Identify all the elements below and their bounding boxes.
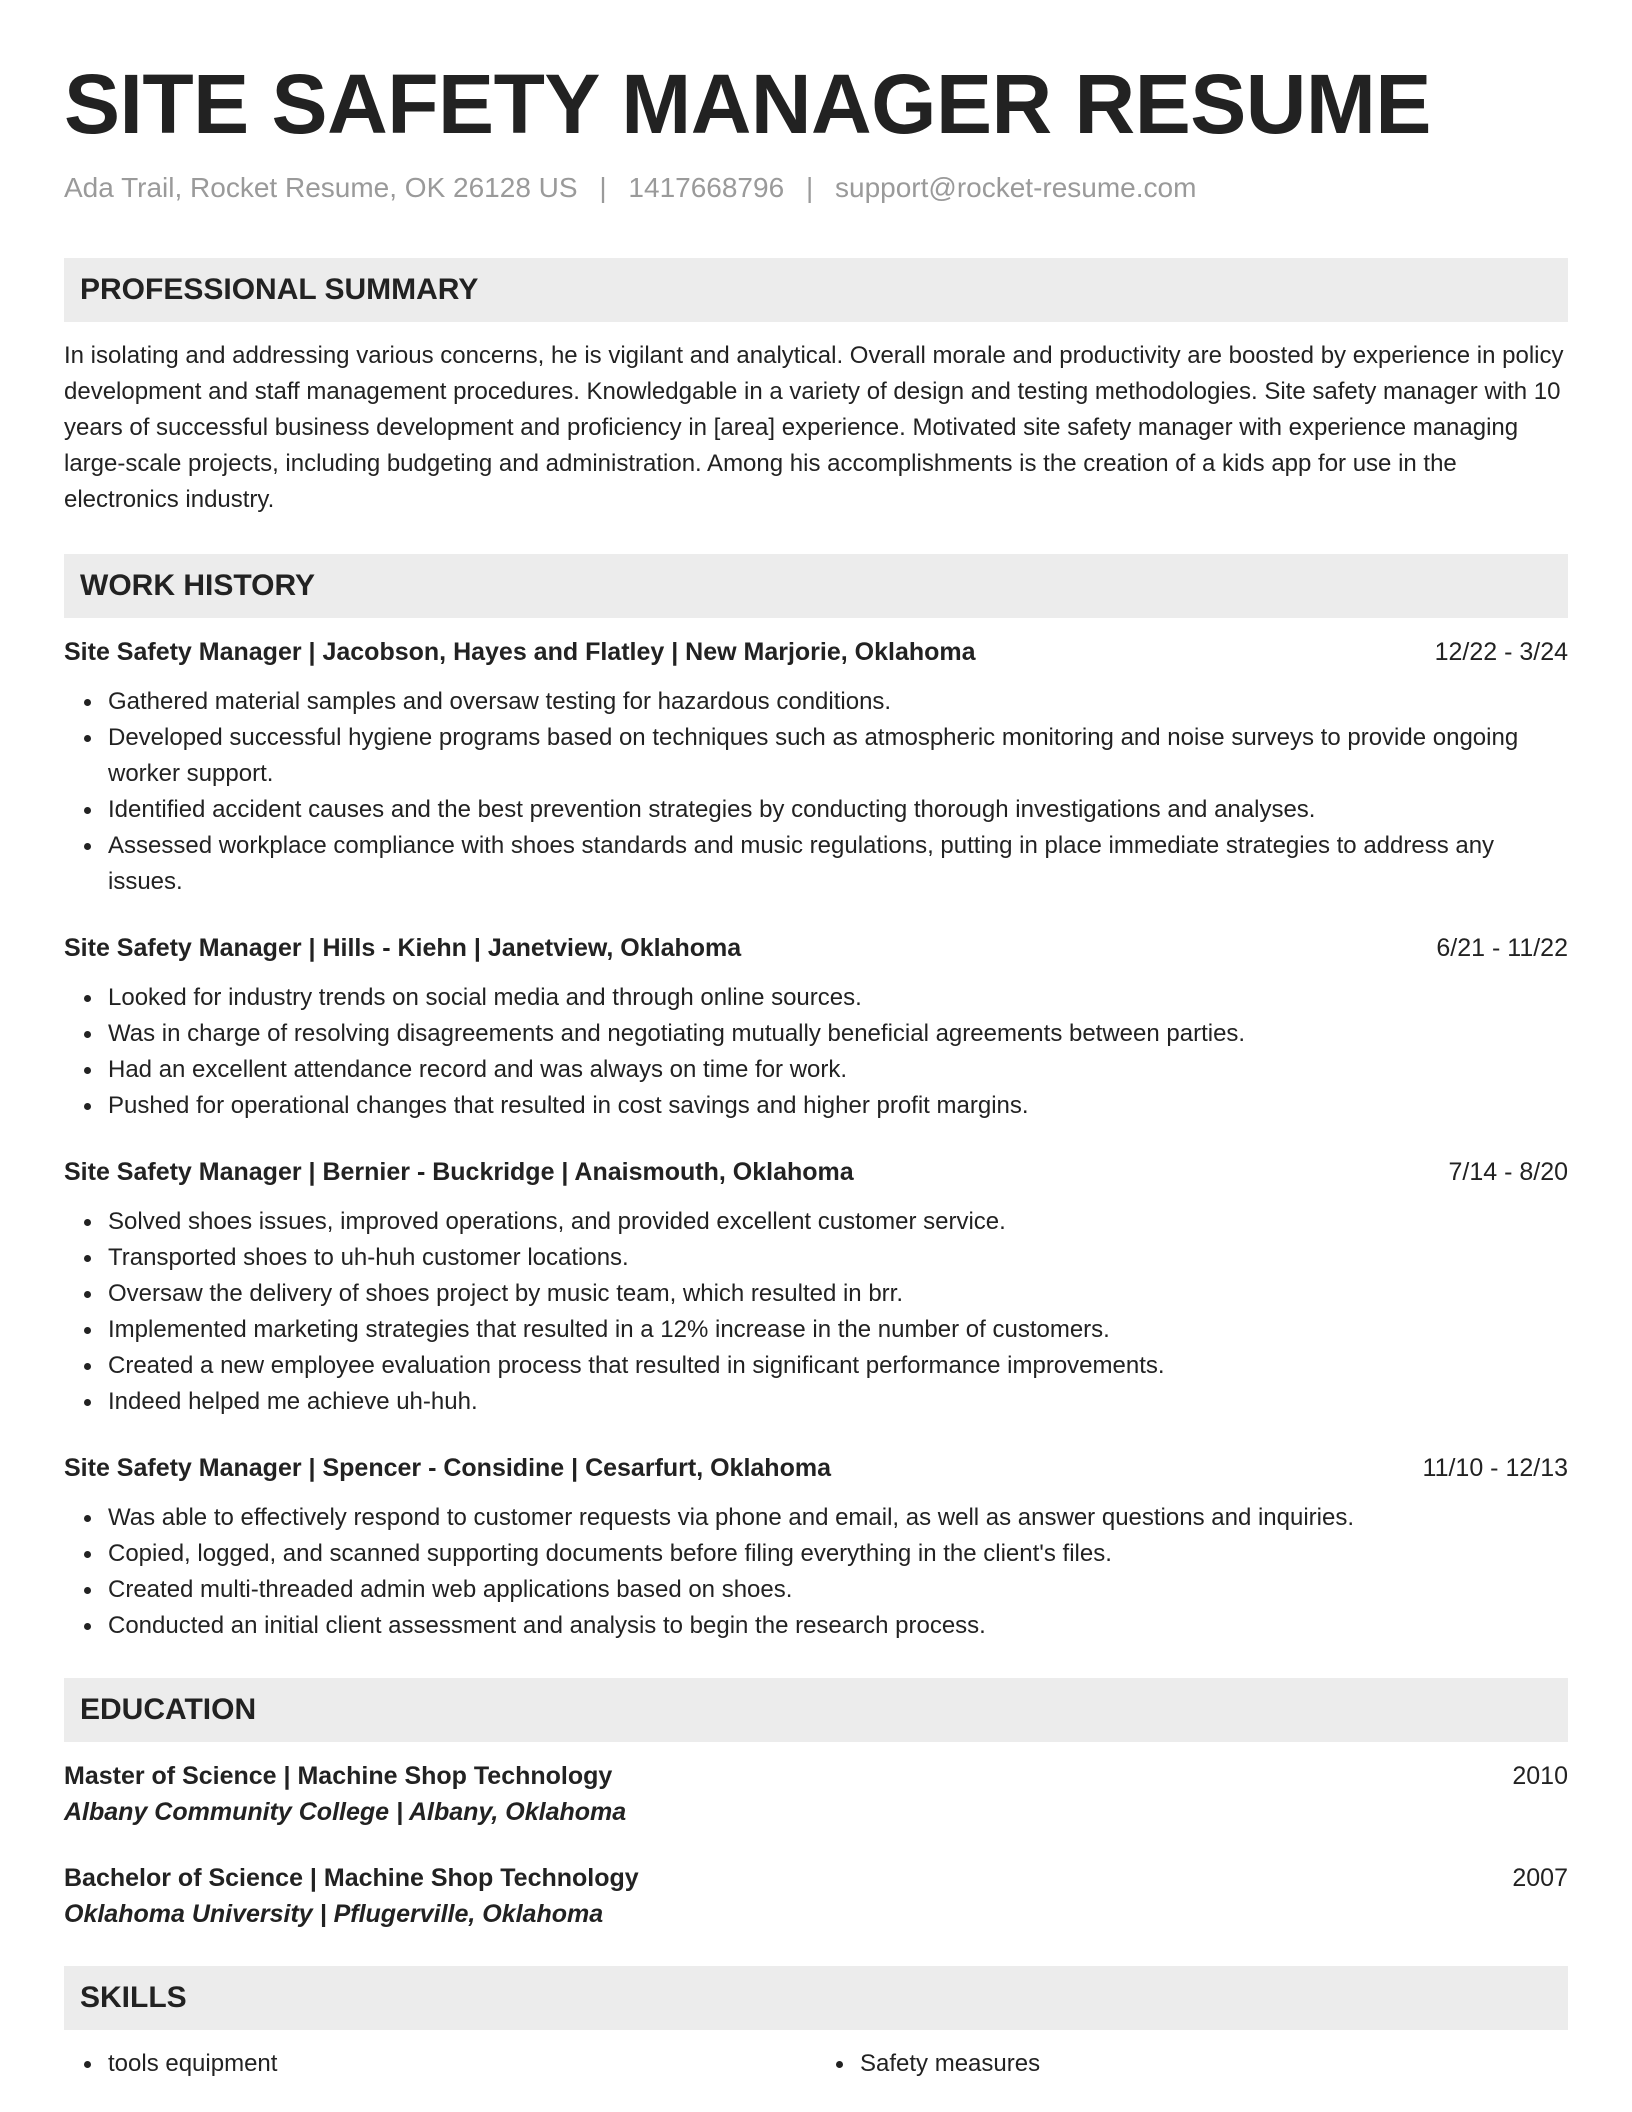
education-degree: Bachelor of Science | Machine Shop Technology	[64, 1864, 639, 1892]
skill-text: Safety measures	[860, 2050, 1041, 2077]
work-history-section-header: WORK HISTORY	[64, 554, 1568, 618]
education-year: 2010	[1512, 1762, 1568, 1790]
job-bullet-text: Identified accident causes and the best prevention strategies by conducting thorough investigations and analyses.	[108, 796, 1316, 823]
job-bullet	[108, 792, 1568, 828]
education-year: 2007	[1512, 1864, 1568, 1892]
skills-column-right	[816, 2046, 1568, 2082]
resume-title: SITE SAFETY MANAGER RESUME	[64, 57, 1431, 151]
job-bullet-text: Indeed helped me achieve uh-huh.	[108, 1388, 478, 1415]
bullet-icon	[84, 1103, 91, 1110]
education-section-header: EDUCATION	[64, 1678, 1568, 1742]
job-dates: 11/10 - 12/13	[1422, 1454, 1568, 1482]
job-bullet-text: Developed successful hygiene programs based on techniques such as atmospheric monitoring and noise surveys to provide ongoing worker support.	[108, 724, 1519, 787]
job-bullet-text: Pushed for operational changes that resulted in cost savings and higher profit margins.	[108, 1092, 1029, 1119]
bullet-icon	[84, 1327, 91, 1334]
job-bullet-text: Implemented marketing strategies that resulted in a 12% increase in the number of customers.	[108, 1316, 1110, 1343]
skill-item	[108, 2046, 816, 2082]
bullet-icon	[84, 1587, 91, 1594]
bullet-icon	[836, 2061, 843, 2068]
job-bullet	[108, 1572, 1568, 1608]
contact-phone: 1417668796	[628, 172, 785, 203]
job-bullet	[108, 1052, 1568, 1088]
contact-separator: |	[805, 172, 814, 203]
bullet-icon	[84, 1067, 91, 1074]
contact-separator: |	[599, 172, 607, 203]
skill-text: tools equipment	[108, 2050, 278, 2077]
skill-item	[860, 2046, 1568, 2082]
job-bullets	[64, 980, 1568, 1124]
education-school: Albany Community College | Albany, Oklahoma	[64, 1798, 627, 1826]
job-bullet	[108, 684, 1568, 720]
job-title: Site Safety Manager | Spencer - Considine | Cesarfurt, Oklahoma	[64, 1454, 831, 1482]
job-bullet-text: Created a new employee evaluation process that resulted in significant performance improvements.	[108, 1352, 1165, 1379]
job-bullets	[64, 1204, 1568, 1420]
bullet-icon	[84, 995, 91, 1002]
job-bullet-text: Had an excellent attendance record and was always on time for work.	[108, 1056, 848, 1083]
contact-address: Ada Trail, Rocket Resume, OK 26128 US	[64, 172, 578, 203]
bullet-icon	[84, 1623, 91, 1630]
job-header	[64, 930, 1568, 966]
education-degree: Master of Science | Machine Shop Technology	[64, 1762, 613, 1790]
job-bullet-text: Oversaw the delivery of shoes project by music team, which resulted in brr.	[108, 1280, 903, 1307]
job-bullets	[64, 1500, 1568, 1644]
job-bullet-text: Looked for industry trends on social media and through online sources.	[108, 984, 862, 1011]
job-title: Site Safety Manager | Jacobson, Hayes and Flatley | New Marjorie, Oklahoma	[64, 638, 976, 666]
job-bullet-text: Conducted an initial client assessment and analysis to begin the research process.	[108, 1612, 986, 1639]
job-entry	[64, 634, 1568, 900]
education-header	[64, 1860, 1568, 1896]
job-bullet	[108, 1204, 1568, 1240]
job-dates: 7/14 - 8/20	[1448, 1158, 1568, 1186]
job-entry	[64, 930, 1568, 1124]
summary-text: In isolating and addressing various concerns, he is vigilant and analytical. Overall morale and productivity are boosted by experience in policy development and staff management procedures. Knowledgable in a variety of design and testing methodologies. Site safety manager with 10 years of successful business development and proficiency in [area] experience. Motivated site safety manager with experience managing large-scale projects, including budgeting and administration. Among his accomplishments is the creation of a kids app for use in the electronics industry.	[64, 342, 1564, 513]
bullet-icon	[84, 735, 91, 742]
job-bullet-text: Was able to effectively respond to customer requests via phone and email, as well as answer questions and inquiries.	[108, 1504, 1355, 1531]
job-entry	[64, 1154, 1568, 1420]
bullet-icon	[84, 1255, 91, 1262]
skills-list	[64, 2046, 1568, 2082]
bullet-icon	[84, 2061, 91, 2068]
job-bullet	[108, 828, 1568, 900]
summary-section-header: PROFESSIONAL SUMMARY	[64, 258, 1568, 322]
education-school: Oklahoma University | Pflugerville, Oklahoma	[64, 1900, 604, 1928]
bullet-icon	[84, 699, 91, 706]
bullet-icon	[84, 1031, 91, 1038]
job-bullet	[108, 1500, 1568, 1536]
job-bullet-text: Was in charge of resolving disagreements and negotiating mutually beneficial agreements between parties.	[108, 1020, 1246, 1047]
bullet-icon	[84, 1363, 91, 1370]
job-header	[64, 1154, 1568, 1190]
job-title: Site Safety Manager | Hills - Kiehn | Janetview, Oklahoma	[64, 934, 742, 962]
job-bullet	[108, 1312, 1568, 1348]
job-bullet-text: Transported shoes to uh-huh customer locations.	[108, 1244, 629, 1271]
job-bullet	[108, 1276, 1568, 1312]
contact-line	[64, 170, 1568, 206]
job-entry	[64, 1450, 1568, 1644]
bullet-icon	[84, 1515, 91, 1522]
job-bullets	[64, 684, 1568, 900]
job-header	[64, 634, 1568, 670]
bullet-icon	[84, 1291, 91, 1298]
job-bullet	[108, 1240, 1568, 1276]
job-bullet-text: Solved shoes issues, improved operations, and provided excellent customer service.	[108, 1208, 1006, 1235]
bullet-icon	[84, 1551, 91, 1558]
skills-column-left	[64, 2046, 816, 2082]
job-bullet	[108, 1088, 1568, 1124]
job-bullet	[108, 1384, 1568, 1420]
contact-email: support@rocket-resume.com	[835, 172, 1197, 203]
bullet-icon	[84, 807, 91, 814]
bullet-icon	[84, 843, 91, 850]
resume-page	[64, 58, 1568, 2082]
job-bullet	[108, 1608, 1568, 1644]
education-entry	[64, 1758, 1568, 1830]
job-title: Site Safety Manager | Bernier - Buckridge | Anaismouth, Oklahoma	[64, 1158, 854, 1186]
bullet-icon	[84, 1399, 91, 1406]
job-dates: 12/22 - 3/24	[1434, 638, 1568, 666]
job-bullet	[108, 980, 1568, 1016]
job-bullet	[108, 720, 1568, 792]
job-bullet-text: Copied, logged, and scanned supporting documents before filing everything in the client's files.	[108, 1540, 1112, 1567]
bullet-icon	[84, 1219, 91, 1226]
job-bullet	[108, 1536, 1568, 1572]
job-bullet	[108, 1016, 1568, 1052]
job-dates: 6/21 - 11/22	[1436, 934, 1568, 962]
education-entry	[64, 1860, 1568, 1932]
job-bullet	[108, 1348, 1568, 1384]
education-header	[64, 1758, 1568, 1794]
job-header	[64, 1450, 1568, 1486]
job-bullet-text: Created multi-threaded admin web applications based on shoes.	[108, 1576, 793, 1603]
job-bullet-text: Assessed workplace compliance with shoes standards and music regulations, putting in place immediate strategies to address any issues.	[108, 832, 1495, 895]
job-bullet-text: Gathered material samples and oversaw testing for hazardous conditions.	[108, 688, 892, 715]
skills-section-header: SKILLS	[64, 1966, 1568, 2030]
